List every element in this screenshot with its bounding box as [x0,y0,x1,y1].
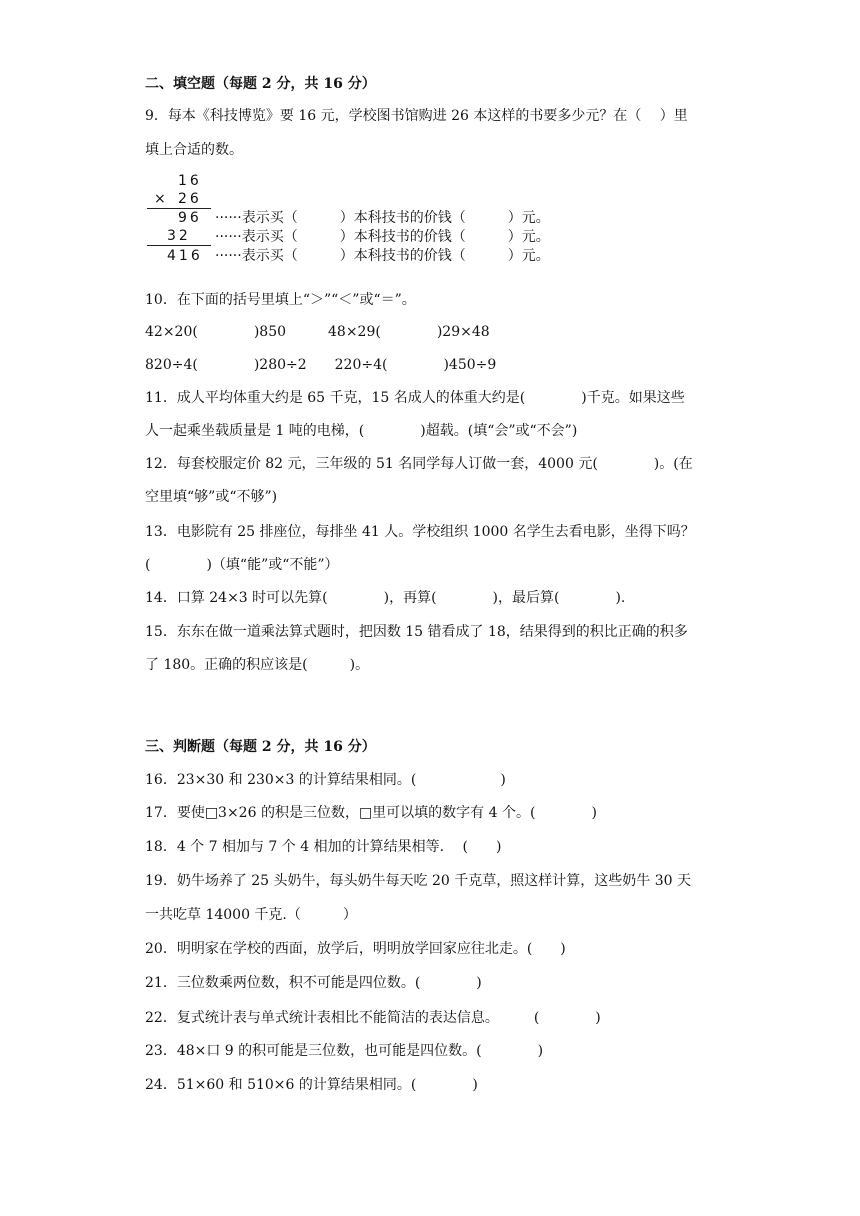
question-10-line-1: 10．在下面的括号里填上“＞”“＜”或“＝”。 [145,292,416,308]
question-12-line-2: 空里填“够”或“不够”) [145,489,278,505]
question-19-line-1: 19．奶牛场养了 25 头奶牛，每头奶牛每天吃 20 千克草，照这样计算，这些奶牛 30 天 [145,873,691,889]
section-2-title: 二、填空题（每题 2 分，共 16 分） [145,76,376,92]
question-24: 24．51×60 和 510×6 的计算结果相同。( ) [145,1077,478,1093]
calc-rule-2 [147,245,211,246]
question-12-line-1: 12．每套校服定价 82 元，三年级的 51 名同学每人订做一套，4000 元( )。(在 [145,456,693,472]
question-23: 23．48×口 9 的积可能是三位数，也可能是四位数。( ) [145,1043,544,1059]
question-13-line-2: ( )（填“能”或“不能”） [145,557,339,573]
calc-annotation-1: ······表示买（ ）本科技书的价钱（ ）元。 [215,210,550,226]
question-21: 21．三位数乘两位数，积不可能是四位数。( ) [145,975,482,991]
calc-partial-2: 32 [167,228,191,244]
calc-partial-1: 96 [178,210,202,226]
question-11-line-2: 人一起乘坐载质量是 1 吨的电梯，( )超载。(填“会”或“不会”) [145,423,578,439]
question-18: 18．4 个 7 相加与 7 个 4 相加的计算结果相等. ( ) [145,839,502,855]
question-17: 17．要使□3×26 的积是三位数，□里可以填的数字有 4 个。( ) [145,805,597,821]
calc-rule-1 [147,208,211,209]
calc-annotation-3: ······表示买（ ）本科技书的价钱（ ）元。 [215,248,550,264]
question-19-line-2: 一共吃草 14000 千克.（ ） [145,907,357,923]
section-3-title: 三、判断题（每题 2 分，共 16 分） [145,739,376,755]
question-15-line-2: 了 180。正确的积应该是( )。 [145,657,370,673]
calc-annotation-2: ······表示买（ ）本科技书的价钱（ ）元。 [215,229,550,245]
calc-product: 416 [167,248,203,264]
question-20: 20．明明家在学校的西面，放学后，明明放学回家应往北走。( ) [145,941,566,957]
question-11-line-1: 11．成人平均体重大约是 65 千克，15 名成人的体重大约是( )千克。如果这些 [145,390,685,406]
question-10-row-1: 42×20( )850 48×29( )29×48 [145,324,490,340]
calc-multiplicand: 16 [178,173,202,189]
calc-multiplier: 26 [178,191,202,207]
question-14-line-1: 14．口算 24×3 时可以先算( )，再算( )，最后算( ). [145,590,626,606]
question-13-line-1: 13．电影院有 25 排座位，每排坐 41 人。学校组织 1000 名学生去看电影，坐得下吗？ [145,524,695,540]
question-15-line-1: 15．东东在做一道乘法算式题时，把因数 15 错看成了 18，结果得到的积比正确的积多 [145,624,688,640]
question-22: 22．复式统计表与单式统计表相比不能简洁的表达信息。 ( ) [145,1010,601,1026]
question-9-line-2: 填上合适的数。 [145,142,243,158]
calc-multiply-sign: × [154,191,169,207]
question-10-row-2: 820÷4( )280÷2 220÷4( )450÷9 [145,357,497,373]
vertical-multiplication [145,170,605,270]
question-9-line-1: 9．每本《科技博览》要 16 元，学校图书馆购进 26 本这样的书要多少元？在（ ）里 [145,108,688,124]
question-16: 16．23×30 和 230×3 的计算结果相同。( ) [145,772,506,788]
